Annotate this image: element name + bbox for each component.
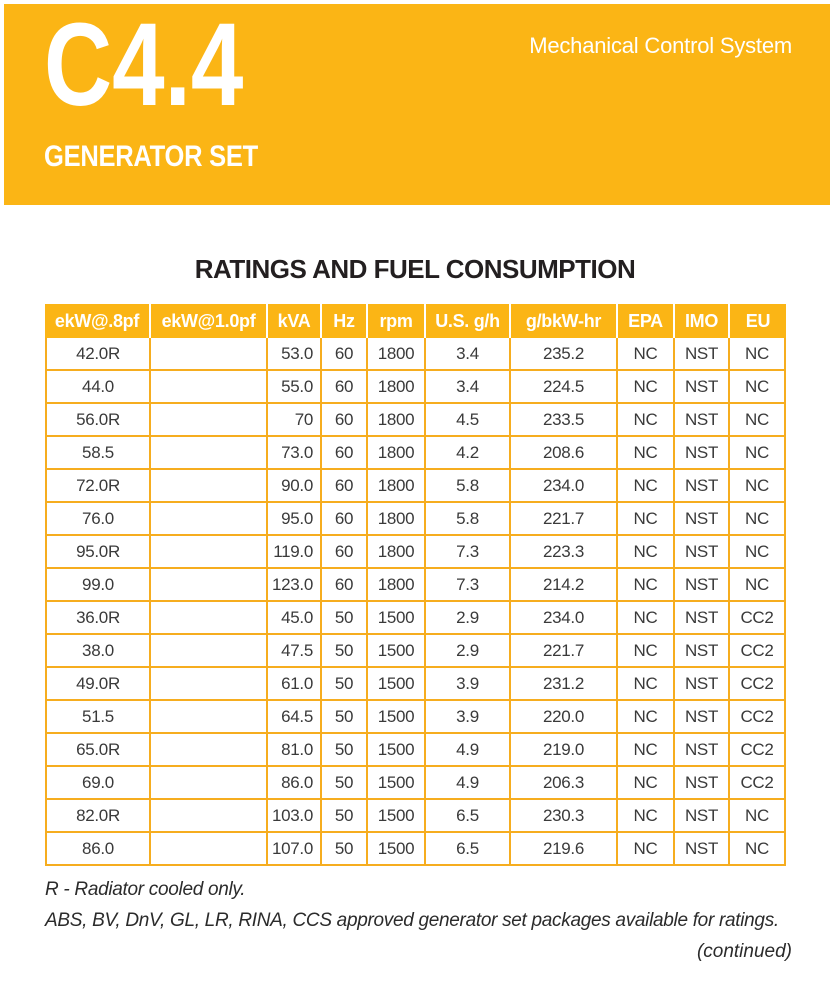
table-cell: 6.5: [426, 833, 511, 866]
table-cell: 234.0: [511, 470, 618, 503]
table-cell: 3.4: [426, 338, 511, 371]
table-row: [45, 734, 786, 767]
table-cell: [151, 668, 268, 701]
table-cell: NC: [618, 668, 675, 701]
table-cell: NC: [618, 404, 675, 437]
table-cell: NC: [730, 800, 786, 833]
table-cell: NST: [675, 437, 730, 470]
ratings-table-body: [45, 338, 786, 866]
table-row: [45, 437, 786, 470]
table-cell: 50: [322, 800, 368, 833]
table-cell: [151, 569, 268, 602]
footnote-radiator: R - Radiator cooled only.: [45, 879, 246, 900]
table-cell: 1800: [368, 536, 426, 569]
model-name: C4.4: [44, 0, 244, 131]
table-cell: 50: [322, 734, 368, 767]
table-row: [45, 635, 786, 668]
col-header-ekw-8pf: ekW@.8pf: [45, 304, 151, 338]
table-cell: NST: [675, 701, 730, 734]
ratings-table: [45, 304, 786, 866]
table-cell: 50: [322, 701, 368, 734]
table-cell: NST: [675, 734, 730, 767]
table-cell: 53.0: [268, 338, 322, 371]
table-cell: 3.9: [426, 701, 511, 734]
page-title: RATINGS AND FUEL CONSUMPTION: [194, 254, 636, 284]
table-cell: [151, 536, 268, 569]
table-cell: 58.5: [45, 437, 151, 470]
col-header-ekw-10pf: ekW@1.0pf: [151, 304, 268, 338]
table-cell: 86.0: [45, 833, 151, 866]
table-cell: 214.2: [511, 569, 618, 602]
table-cell: NC: [618, 338, 675, 371]
table-cell: 208.6: [511, 437, 618, 470]
table-row: [45, 503, 786, 536]
table-cell: 1500: [368, 668, 426, 701]
table-cell: NC: [730, 833, 786, 866]
table-cell: NST: [675, 338, 730, 371]
table-cell: 86.0: [268, 767, 322, 800]
table-cell: 223.3: [511, 536, 618, 569]
table-cell: 230.3: [511, 800, 618, 833]
table-cell: NC: [618, 767, 675, 800]
table-cell: 1500: [368, 602, 426, 635]
table-cell: 65.0R: [45, 734, 151, 767]
table-cell: NC: [730, 569, 786, 602]
table-cell: 234.0: [511, 602, 618, 635]
table-cell: [151, 635, 268, 668]
table-cell: NC: [730, 470, 786, 503]
table-cell: [151, 470, 268, 503]
table-row: [45, 767, 786, 800]
table-cell: NC: [618, 569, 675, 602]
table-cell: NC: [730, 404, 786, 437]
table-cell: CC2: [730, 734, 786, 767]
table-cell: CC2: [730, 668, 786, 701]
table-cell: 1500: [368, 701, 426, 734]
table-cell: 1500: [368, 767, 426, 800]
table-cell: 1800: [368, 437, 426, 470]
table-cell: NST: [675, 536, 730, 569]
table-cell: [151, 503, 268, 536]
table-cell: 81.0: [268, 734, 322, 767]
col-header-hz: Hz: [322, 304, 368, 338]
table-cell: 45.0: [268, 602, 322, 635]
table-cell: 235.2: [511, 338, 618, 371]
table-cell: 50: [322, 833, 368, 866]
table-cell: 82.0R: [45, 800, 151, 833]
table-cell: 51.5: [45, 701, 151, 734]
table-cell: 61.0: [268, 668, 322, 701]
table-row: [45, 701, 786, 734]
table-cell: 1500: [368, 800, 426, 833]
table-cell: 4.5: [426, 404, 511, 437]
table-cell: NC: [618, 602, 675, 635]
table-cell: 103.0: [268, 800, 322, 833]
table-cell: [151, 800, 268, 833]
table-cell: 7.3: [426, 536, 511, 569]
table-cell: NST: [675, 569, 730, 602]
col-header-gbkw-hr: g/bkW-hr: [511, 304, 618, 338]
table-cell: 1800: [368, 338, 426, 371]
table-row: [45, 569, 786, 602]
table-cell: NST: [675, 470, 730, 503]
table-row: [45, 800, 786, 833]
generator-set-subtitle: GENERATOR SET: [44, 140, 258, 173]
table-cell: CC2: [730, 602, 786, 635]
table-cell: 1800: [368, 404, 426, 437]
table-cell: [151, 338, 268, 371]
table-cell: 60: [322, 536, 368, 569]
table-cell: 220.0: [511, 701, 618, 734]
table-cell: 55.0: [268, 371, 322, 404]
table-cell: 44.0: [45, 371, 151, 404]
table-cell: 2.9: [426, 602, 511, 635]
table-cell: 70: [268, 404, 322, 437]
table-cell: NST: [675, 767, 730, 800]
table-cell: 60: [322, 404, 368, 437]
table-row: [45, 470, 786, 503]
table-cell: 60: [322, 569, 368, 602]
table-cell: [151, 734, 268, 767]
col-header-rpm: rpm: [368, 304, 426, 338]
table-cell: CC2: [730, 701, 786, 734]
table-cell: 5.8: [426, 470, 511, 503]
table-cell: NST: [675, 371, 730, 404]
table-cell: NST: [675, 404, 730, 437]
table-cell: 1500: [368, 635, 426, 668]
table-row: [45, 833, 786, 866]
table-cell: 50: [322, 602, 368, 635]
table-cell: 1800: [368, 371, 426, 404]
table-cell: CC2: [730, 635, 786, 668]
table-cell: NST: [675, 800, 730, 833]
table-cell: NC: [730, 503, 786, 536]
table-cell: 7.3: [426, 569, 511, 602]
table-cell: [151, 602, 268, 635]
table-cell: 3.4: [426, 371, 511, 404]
table-cell: 107.0: [268, 833, 322, 866]
table-cell: 5.8: [426, 503, 511, 536]
table-cell: 49.0R: [45, 668, 151, 701]
table-cell: 60: [322, 470, 368, 503]
table-cell: 50: [322, 635, 368, 668]
table-cell: 119.0: [268, 536, 322, 569]
table-cell: NST: [675, 833, 730, 866]
table-cell: 1800: [368, 503, 426, 536]
table-cell: 1500: [368, 734, 426, 767]
table-cell: 231.2: [511, 668, 618, 701]
table-cell: 42.0R: [45, 338, 151, 371]
table-cell: 60: [322, 371, 368, 404]
table-cell: NC: [618, 800, 675, 833]
table-cell: 95.0R: [45, 536, 151, 569]
table-cell: 99.0: [45, 569, 151, 602]
table-cell: NC: [618, 635, 675, 668]
table-row: [45, 338, 786, 371]
table-cell: 95.0: [268, 503, 322, 536]
table-cell: 50: [322, 668, 368, 701]
control-system-tagline: Mechanical Control System: [529, 33, 792, 58]
table-cell: 1800: [368, 470, 426, 503]
table-cell: NC: [618, 470, 675, 503]
table-cell: 47.5: [268, 635, 322, 668]
footnote-approvals: ABS, BV, DnV, GL, LR, RINA, CCS approved generator set packages available for ratings.: [45, 910, 779, 931]
table-cell: 38.0: [45, 635, 151, 668]
table-cell: 2.9: [426, 635, 511, 668]
table-cell: 56.0R: [45, 404, 151, 437]
table-cell: NST: [675, 503, 730, 536]
table-cell: NC: [618, 536, 675, 569]
table-cell: NC: [618, 833, 675, 866]
header-band: [4, 0, 830, 205]
col-header-eu: EU: [730, 304, 786, 338]
table-cell: 76.0: [45, 503, 151, 536]
table-cell: 90.0: [268, 470, 322, 503]
col-header-epa: EPA: [618, 304, 675, 338]
table-cell: 4.9: [426, 767, 511, 800]
table-cell: 206.3: [511, 767, 618, 800]
table-cell: 36.0R: [45, 602, 151, 635]
table-cell: 60: [322, 503, 368, 536]
table-cell: 1800: [368, 569, 426, 602]
table-cell: 233.5: [511, 404, 618, 437]
table-cell: 219.6: [511, 833, 618, 866]
table-cell: 1500: [368, 833, 426, 866]
table-cell: 60: [322, 437, 368, 470]
table-cell: 60: [322, 338, 368, 371]
table-cell: [151, 437, 268, 470]
table-cell: 219.0: [511, 734, 618, 767]
table-cell: CC2: [730, 767, 786, 800]
table-cell: [151, 371, 268, 404]
table-cell: [151, 701, 268, 734]
table-cell: 69.0: [45, 767, 151, 800]
table-cell: 6.5: [426, 800, 511, 833]
table-cell: NC: [618, 371, 675, 404]
table-cell: NC: [730, 338, 786, 371]
table-row: [45, 404, 786, 437]
table-cell: 221.7: [511, 635, 618, 668]
table-cell: NST: [675, 602, 730, 635]
table-header-row: [45, 304, 786, 338]
col-header-imo: IMO: [675, 304, 730, 338]
table-cell: NC: [730, 437, 786, 470]
col-header-kva: kVA: [268, 304, 322, 338]
table-cell: 224.5: [511, 371, 618, 404]
table-cell: 4.2: [426, 437, 511, 470]
table-row: [45, 536, 786, 569]
table-cell: 4.9: [426, 734, 511, 767]
table-cell: NC: [618, 701, 675, 734]
table-cell: NC: [730, 371, 786, 404]
table-cell: 73.0: [268, 437, 322, 470]
table-cell: NC: [618, 734, 675, 767]
table-cell: 72.0R: [45, 470, 151, 503]
table-cell: 221.7: [511, 503, 618, 536]
table-cell: NST: [675, 668, 730, 701]
table-cell: 50: [322, 767, 368, 800]
col-header-us-gh: U.S. g/h: [426, 304, 511, 338]
table-row: [45, 602, 786, 635]
table-row: [45, 668, 786, 701]
table-cell: 3.9: [426, 668, 511, 701]
table-cell: NC: [618, 437, 675, 470]
table-cell: 123.0: [268, 569, 322, 602]
continued-label: (continued): [696, 941, 792, 962]
table-cell: 64.5: [268, 701, 322, 734]
table-cell: [151, 767, 268, 800]
table-cell: [151, 404, 268, 437]
table-cell: NC: [618, 503, 675, 536]
table-cell: NC: [730, 536, 786, 569]
table-row: [45, 371, 786, 404]
table-cell: [151, 833, 268, 866]
table-cell: NST: [675, 635, 730, 668]
